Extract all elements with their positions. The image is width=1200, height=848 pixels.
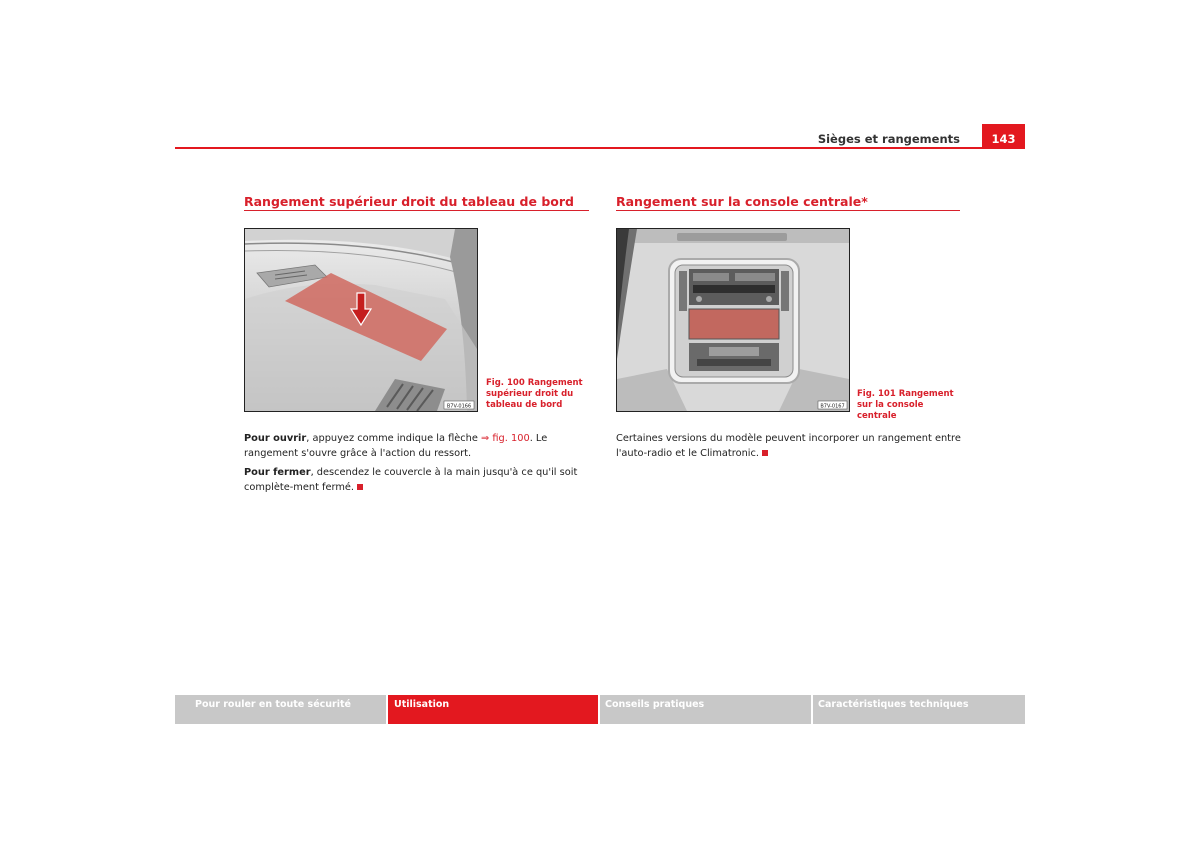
close-instruction bbox=[244, 465, 590, 495]
footer-tab-utilisation[interactable] bbox=[388, 695, 600, 724]
footer-tab-label: Caractéristiques techniques bbox=[818, 699, 969, 710]
footer-tab-caracteristiques[interactable] bbox=[813, 695, 1025, 724]
console-text: Certaines versions du modèle peuvent incorporer un rangement entre l'auto-radio et le Climatronic. bbox=[616, 433, 961, 459]
left-section-title: Rangement supérieur droit du tableau de bord bbox=[244, 194, 574, 209]
end-of-section-marker bbox=[357, 484, 363, 490]
figure-101-center-console bbox=[616, 228, 850, 412]
dashboard-illustration bbox=[245, 229, 477, 411]
footer-tab-label: Pour rouler en toute sécurité bbox=[195, 699, 351, 710]
footer-tab-securite[interactable] bbox=[175, 695, 388, 724]
footer-tab-label: Conseils pratiques bbox=[605, 699, 705, 710]
header-rule bbox=[175, 147, 1025, 149]
car-radio bbox=[689, 269, 779, 305]
running-header-title: Sièges et rangements bbox=[817, 132, 960, 146]
open-text-a: , appuyez comme indique la flèche bbox=[306, 433, 482, 444]
footer-tab-label: Utilisation bbox=[394, 699, 450, 710]
left-body bbox=[244, 431, 590, 499]
figure-101-caption: Fig. 101 Rangement sur la console centrale bbox=[857, 389, 954, 421]
footer-tab-conseils[interactable] bbox=[600, 695, 813, 724]
left-section-rule bbox=[244, 210, 589, 211]
console-illustration bbox=[617, 229, 849, 411]
figure-code-label: B7V-0166 bbox=[446, 403, 472, 410]
figure-100-caption: Fig. 100 Rangement supérieur droit du tableau de bord bbox=[486, 378, 583, 410]
right-section-rule bbox=[616, 210, 960, 211]
right-section-title: Rangement sur la console centrale* bbox=[616, 194, 868, 209]
highlighted-storage-compartment bbox=[689, 309, 779, 339]
open-text-b: . Le rangement s'ouvre grâce à l'action du ressort. bbox=[244, 433, 548, 459]
console-description bbox=[616, 431, 962, 461]
end-of-section-marker bbox=[762, 450, 768, 456]
close-label: Pour fermer bbox=[244, 467, 311, 478]
figure-100-dashboard-storage bbox=[244, 228, 478, 412]
open-label: Pour ouvrir bbox=[244, 433, 307, 444]
open-instruction bbox=[244, 431, 590, 461]
fig-100-link[interactable]: ⇒ fig. 100 bbox=[481, 433, 530, 444]
right-body bbox=[616, 431, 962, 465]
page-number: 143 bbox=[982, 124, 1025, 148]
figure-code-label: B7V-0167 bbox=[820, 403, 845, 410]
close-text: , descendez le couvercle à la main jusqu'à ce qu'il soit complète-ment fermé. bbox=[244, 467, 578, 493]
climatronic-panel bbox=[689, 343, 779, 371]
